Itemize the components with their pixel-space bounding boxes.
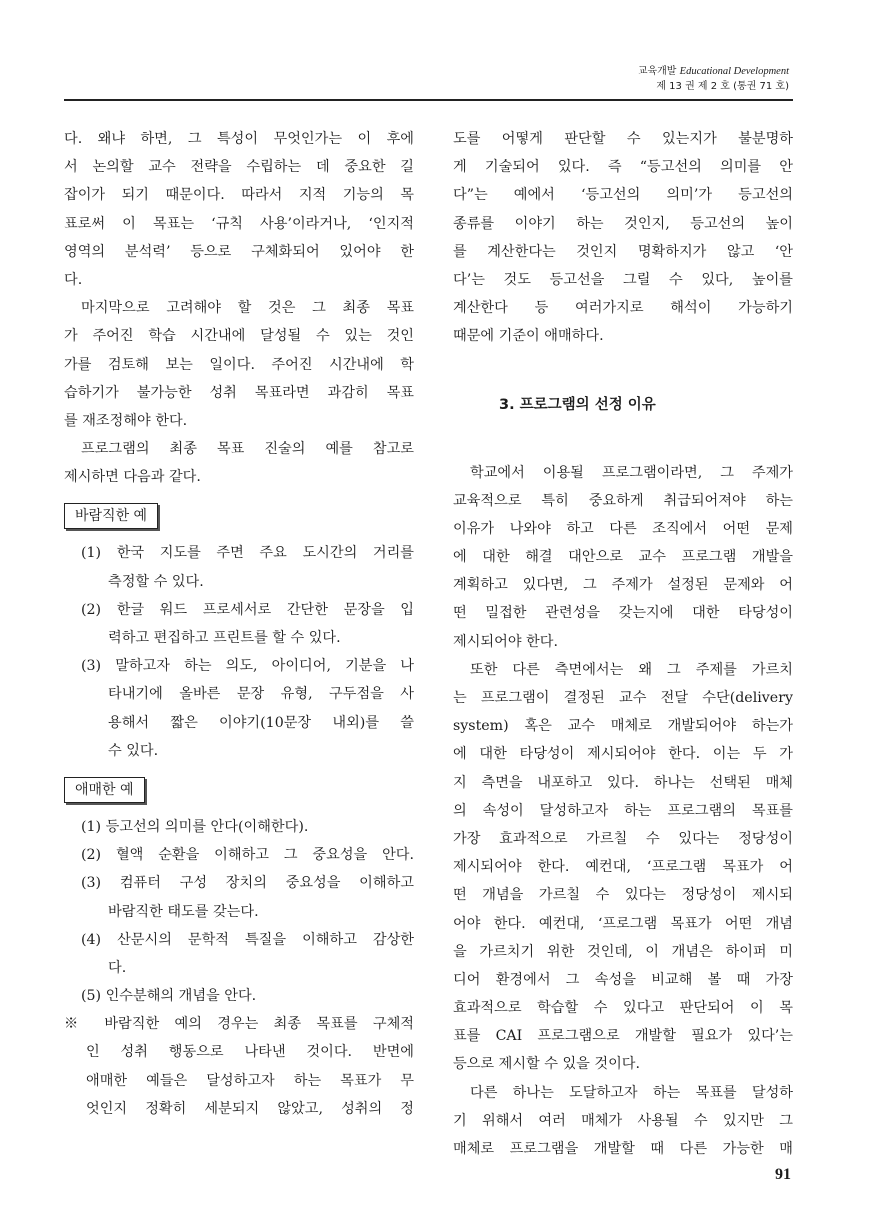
left-paragraph-3 (64, 435, 414, 491)
right-column (453, 125, 793, 1163)
text-line: 떤 개념을 가르칠 수 있다는 정당성이 제시되 (453, 887, 793, 904)
text-line: 떤 밀접한 관련성을 갖는지에 대한 타당성이 (453, 605, 793, 622)
text-line: 등으로 제시할 수 있을 것이다. (453, 1056, 641, 1073)
text-line: 마지막으로 고려해야 할 것은 그 최종 목표 (81, 300, 414, 317)
text-line: 디어 환경에서 그 속성을 비교해 볼 때 가장 (453, 971, 793, 988)
text-line: 는 프로그램이 결정된 교수 전달 수단(delivery (453, 690, 793, 706)
text-line: 다. (64, 271, 83, 288)
text-line: 또한 다른 측면에서는 왜 그 주제를 가르치 (470, 661, 793, 678)
text-line: 잡이가 되기 때문이다. 따라서 지적 기능의 목 (64, 187, 414, 204)
right-paragraph-3 (453, 656, 793, 1079)
text-line: 가 주어진 학습 시간내에 달성될 수 있는 것인 (64, 328, 414, 345)
list-item: (2) 한글 워드 프로세서로 간단한 문장을 입 (81, 601, 414, 618)
left-paragraph-1 (64, 125, 414, 294)
text-line: 계산한다 등 여러가지로 해석이 가능하기 (453, 300, 793, 317)
list-item-cont: 측정할 수 있다. (108, 573, 204, 590)
text-line: 계획하고 있다면, 그 주제가 설정된 문제와 어 (453, 577, 793, 594)
section-title: 3. 프로그램의 선정 이유 (499, 396, 656, 413)
text-line: 기 위해서 여러 매체가 사용될 수 있지만 그 (453, 1112, 793, 1129)
text-line: 이유가 나와야 하고 다른 조직에서 어떤 문제 (453, 520, 793, 537)
text-line: 어야 한다. 예컨대, ‘프로그램 목표가 어떤 개념 (453, 915, 793, 932)
text-line: 종류를 이야기 하는 것인지, 등고선의 높이 (453, 215, 793, 232)
text-line: 표로써 이 목표는 ‘규칙 사용’이라거나, ‘인지적 (64, 215, 414, 232)
list-item-cont: 다. (108, 959, 127, 976)
text-line: 를 재조정해야 한다. (64, 412, 188, 429)
text-line: 를 계산한다는 것인지 명확하지가 않고 ‘안 (453, 243, 793, 260)
text-line: 제시되어야 한다. (453, 633, 558, 650)
list-item-cont: 타내기에 올바른 문장 유형, 구두점을 사 (108, 686, 414, 703)
text-line: 다”는 예에서 ‘등고선의 의미’가 등고선의 (453, 187, 793, 204)
text-line: 에 대한 해결 대안으로 교수 프로그램 개발을 (453, 549, 793, 566)
journal-title (638, 64, 789, 79)
good-example-list (64, 539, 414, 765)
left-column (64, 125, 414, 1123)
text-line: 프로그램의 최종 목표 진술의 예를 참고로 (81, 441, 414, 458)
note-line: 엇인지 정확히 세분되지 않았고, 성취의 정 (86, 1100, 414, 1117)
text-line: 다른 하나는 도달하고자 하는 목표를 달성하 (470, 1084, 793, 1101)
bad-example-label: 애매한 예 (64, 777, 145, 803)
text-line: 다. 왜냐 하면, 그 특성이 무엇인가는 이 후에 (64, 131, 414, 147)
header-rule (64, 99, 793, 101)
text-line: 서 논의할 교수 전략을 수립하는 데 중요한 길 (64, 159, 414, 176)
text-line: 표를 CAI 프로그램으로 개발할 필요가 있다’는 (453, 1028, 793, 1045)
list-item-cont: 수 있다. (108, 742, 159, 759)
list-item: (5) 인수분해의 개념을 안다. (81, 988, 257, 1005)
text-line: 지 측면을 내포하고 있다. 하나는 선택된 매체 (453, 774, 793, 791)
running-header (638, 64, 789, 94)
list-item-cont: 바람직한 태도를 갖는다. (108, 903, 259, 920)
text-line: 영역의 분석력’ 등으로 구체화되어 있어야 한 (64, 243, 414, 260)
note-line: 인 성취 행동으로 나타낸 것이다. 반면에 (86, 1044, 414, 1061)
good-example-heading (64, 491, 414, 539)
text-line: 습하기가 불가능한 성취 목표라면 과감히 목표 (64, 384, 414, 401)
list-item: (4) 산문시의 문학적 특질을 이해하고 감상한 (81, 931, 414, 948)
note (64, 1010, 414, 1123)
text-line: 의 속성이 달성하고자 하는 프로그램의 목표를 (453, 802, 793, 819)
bad-example-list (64, 813, 414, 1010)
list-item: (3) 말하고자 하는 의도, 아이디어, 기분을 나 (81, 658, 414, 675)
text-line: 교육적으로 특히 중요하게 취급되어져야 하는 (453, 492, 793, 509)
list-item: (1) 등고선의 의미를 안다(이해한다). (81, 818, 309, 835)
list-item: (3) 컴퓨터 구성 장치의 중요성을 이해하고 (81, 875, 414, 892)
journal-volume: 제 13 권 제 2 호 (통권 71 호) (656, 81, 789, 92)
text-line: system) 혹은 교수 매체로 개발되어야 하는가 (453, 718, 793, 735)
note-line: ※ 바람직한 예의 경우는 최종 목표를 구체적 (64, 1016, 414, 1033)
text-line: 가를 검토해 보는 일이다. 주어진 시간내에 학 (64, 356, 414, 373)
text-line: 때문에 기준이 애매하다. (453, 328, 604, 345)
text-line: 도를 어떻게 판단할 수 있는지가 불분명하 (453, 131, 793, 147)
note-line: 애매한 예들은 달성하고자 하는 목표가 무 (86, 1072, 414, 1089)
journal-title-ko: 교육개발 (637, 66, 677, 77)
text-line: 제시하면 다음과 같다. (64, 469, 201, 486)
list-item-cont: 력하고 편집하고 프린트를 할 수 있다. (108, 630, 341, 646)
text-line: 가장 효과적으로 가르칠 수 있다는 정당성이 (453, 830, 793, 847)
list-item-cont: 용해서 짧은 이야기(10문장 내외)를 쓸 (108, 714, 414, 731)
text-line: 제시되어야 한다. 예컨대, ‘프로그램 목표가 어 (453, 859, 793, 876)
bad-example-heading (64, 765, 414, 813)
right-paragraph-2 (453, 459, 793, 656)
journal-title-en: Educational Development (679, 66, 789, 77)
good-example-label: 바람직한 예 (64, 503, 158, 529)
text-line: 효과적으로 학습할 수 있다고 판단되어 이 목 (453, 1000, 793, 1017)
left-paragraph-2 (64, 294, 414, 435)
right-paragraph-1 (453, 125, 793, 351)
page-number: 91 (775, 1166, 791, 1183)
list-item: (1) 한국 지도를 주면 주요 도시간의 거리를 (81, 545, 414, 562)
text-line: 에 대한 타당성이 제시되어야 한다. 이는 두 가 (453, 746, 793, 763)
list-item: (2) 혈액 순환을 이해하고 그 중요성을 안다. (81, 847, 414, 864)
text-line: 매체로 프로그램을 개발할 때 다른 가능한 매 (453, 1141, 793, 1157)
text-line: 을 가르치기 위한 것인데, 이 개념은 하이퍼 미 (453, 943, 793, 960)
text-line: 게 기술되어 있다. 즉 “등고선의 의미를 안 (453, 159, 793, 176)
right-paragraph-4 (453, 1079, 793, 1164)
text-line: 학교에서 이용될 프로그램이라면, 그 주제가 (470, 464, 793, 481)
text-line: 다’는 것도 등고선을 그릴 수 있다, 높이를 (453, 271, 793, 288)
